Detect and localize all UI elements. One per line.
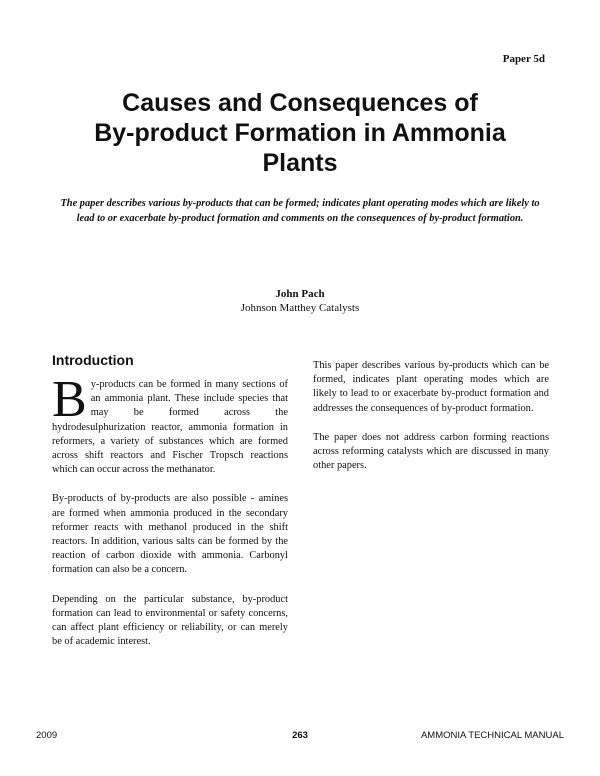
right-paragraph-1: This paper describes various by-products which can be formed, indicates plant operating modes which are likely to lead to or exacerbate by-product formation and addresses the consequences of by-product formation.	[313, 360, 549, 414]
abstract: The paper describes various by-products that can be formed; indicates plant operating modes which are likely to lead to or exacerbate by-product formation and comments on the consequences of by-product formation.	[60, 198, 540, 224]
intro-paragraph-1-text: y-products can be formed in many sections of an ammonia plant. These include species that may be formed across the hydrodesulphurization reactor, ammonia formation in reformers, a variety of substances which are formed across shift reactors and Fischer Tropsch reactions which can occur across the methanator.	[52, 379, 288, 476]
author-affiliation: Johnson Matthey Catalysts	[240, 302, 360, 314]
right-column	[313, 359, 549, 488]
footer-page-number: 263	[292, 730, 308, 741]
paper-label: Paper 5d	[502, 53, 545, 65]
title-line: By-product Formation in Ammonia	[94, 119, 506, 147]
title-line: Causes and Consequences of	[122, 89, 478, 117]
intro-paragraph-3: Depending on the particular substance, by-product formation can lead to environmental or safety concerns, can affect plant efficiency or reliability, or can merely be of academic interest.	[52, 593, 288, 648]
intro-paragraph-1	[52, 371, 288, 477]
paper-title	[40, 88, 560, 178]
author-name: John Pach	[275, 288, 325, 300]
intro-paragraph-2: By-products of by-products are also possible - amines are formed when ammonia produced in the secondary reformer reacts with methanol produced in the shift reactors. In addition, various salts can be formed by the reaction of carbon dioxide with ammonia. Carbonyl formation can also be a concern.	[52, 493, 288, 576]
title-line: Plants	[262, 149, 338, 177]
right-paragraph-2: The paper does not address carbon forming reactions across reforming catalysts which are discussed in many other papers.	[313, 431, 549, 472]
footer-year: 2009	[36, 730, 58, 741]
drop-cap: B	[52, 371, 87, 428]
left-column	[52, 371, 288, 664]
footer-manual-title: AMMONIA TECHNICAL MANUAL	[420, 730, 564, 741]
section-heading-introduction: Introduction	[52, 352, 134, 368]
